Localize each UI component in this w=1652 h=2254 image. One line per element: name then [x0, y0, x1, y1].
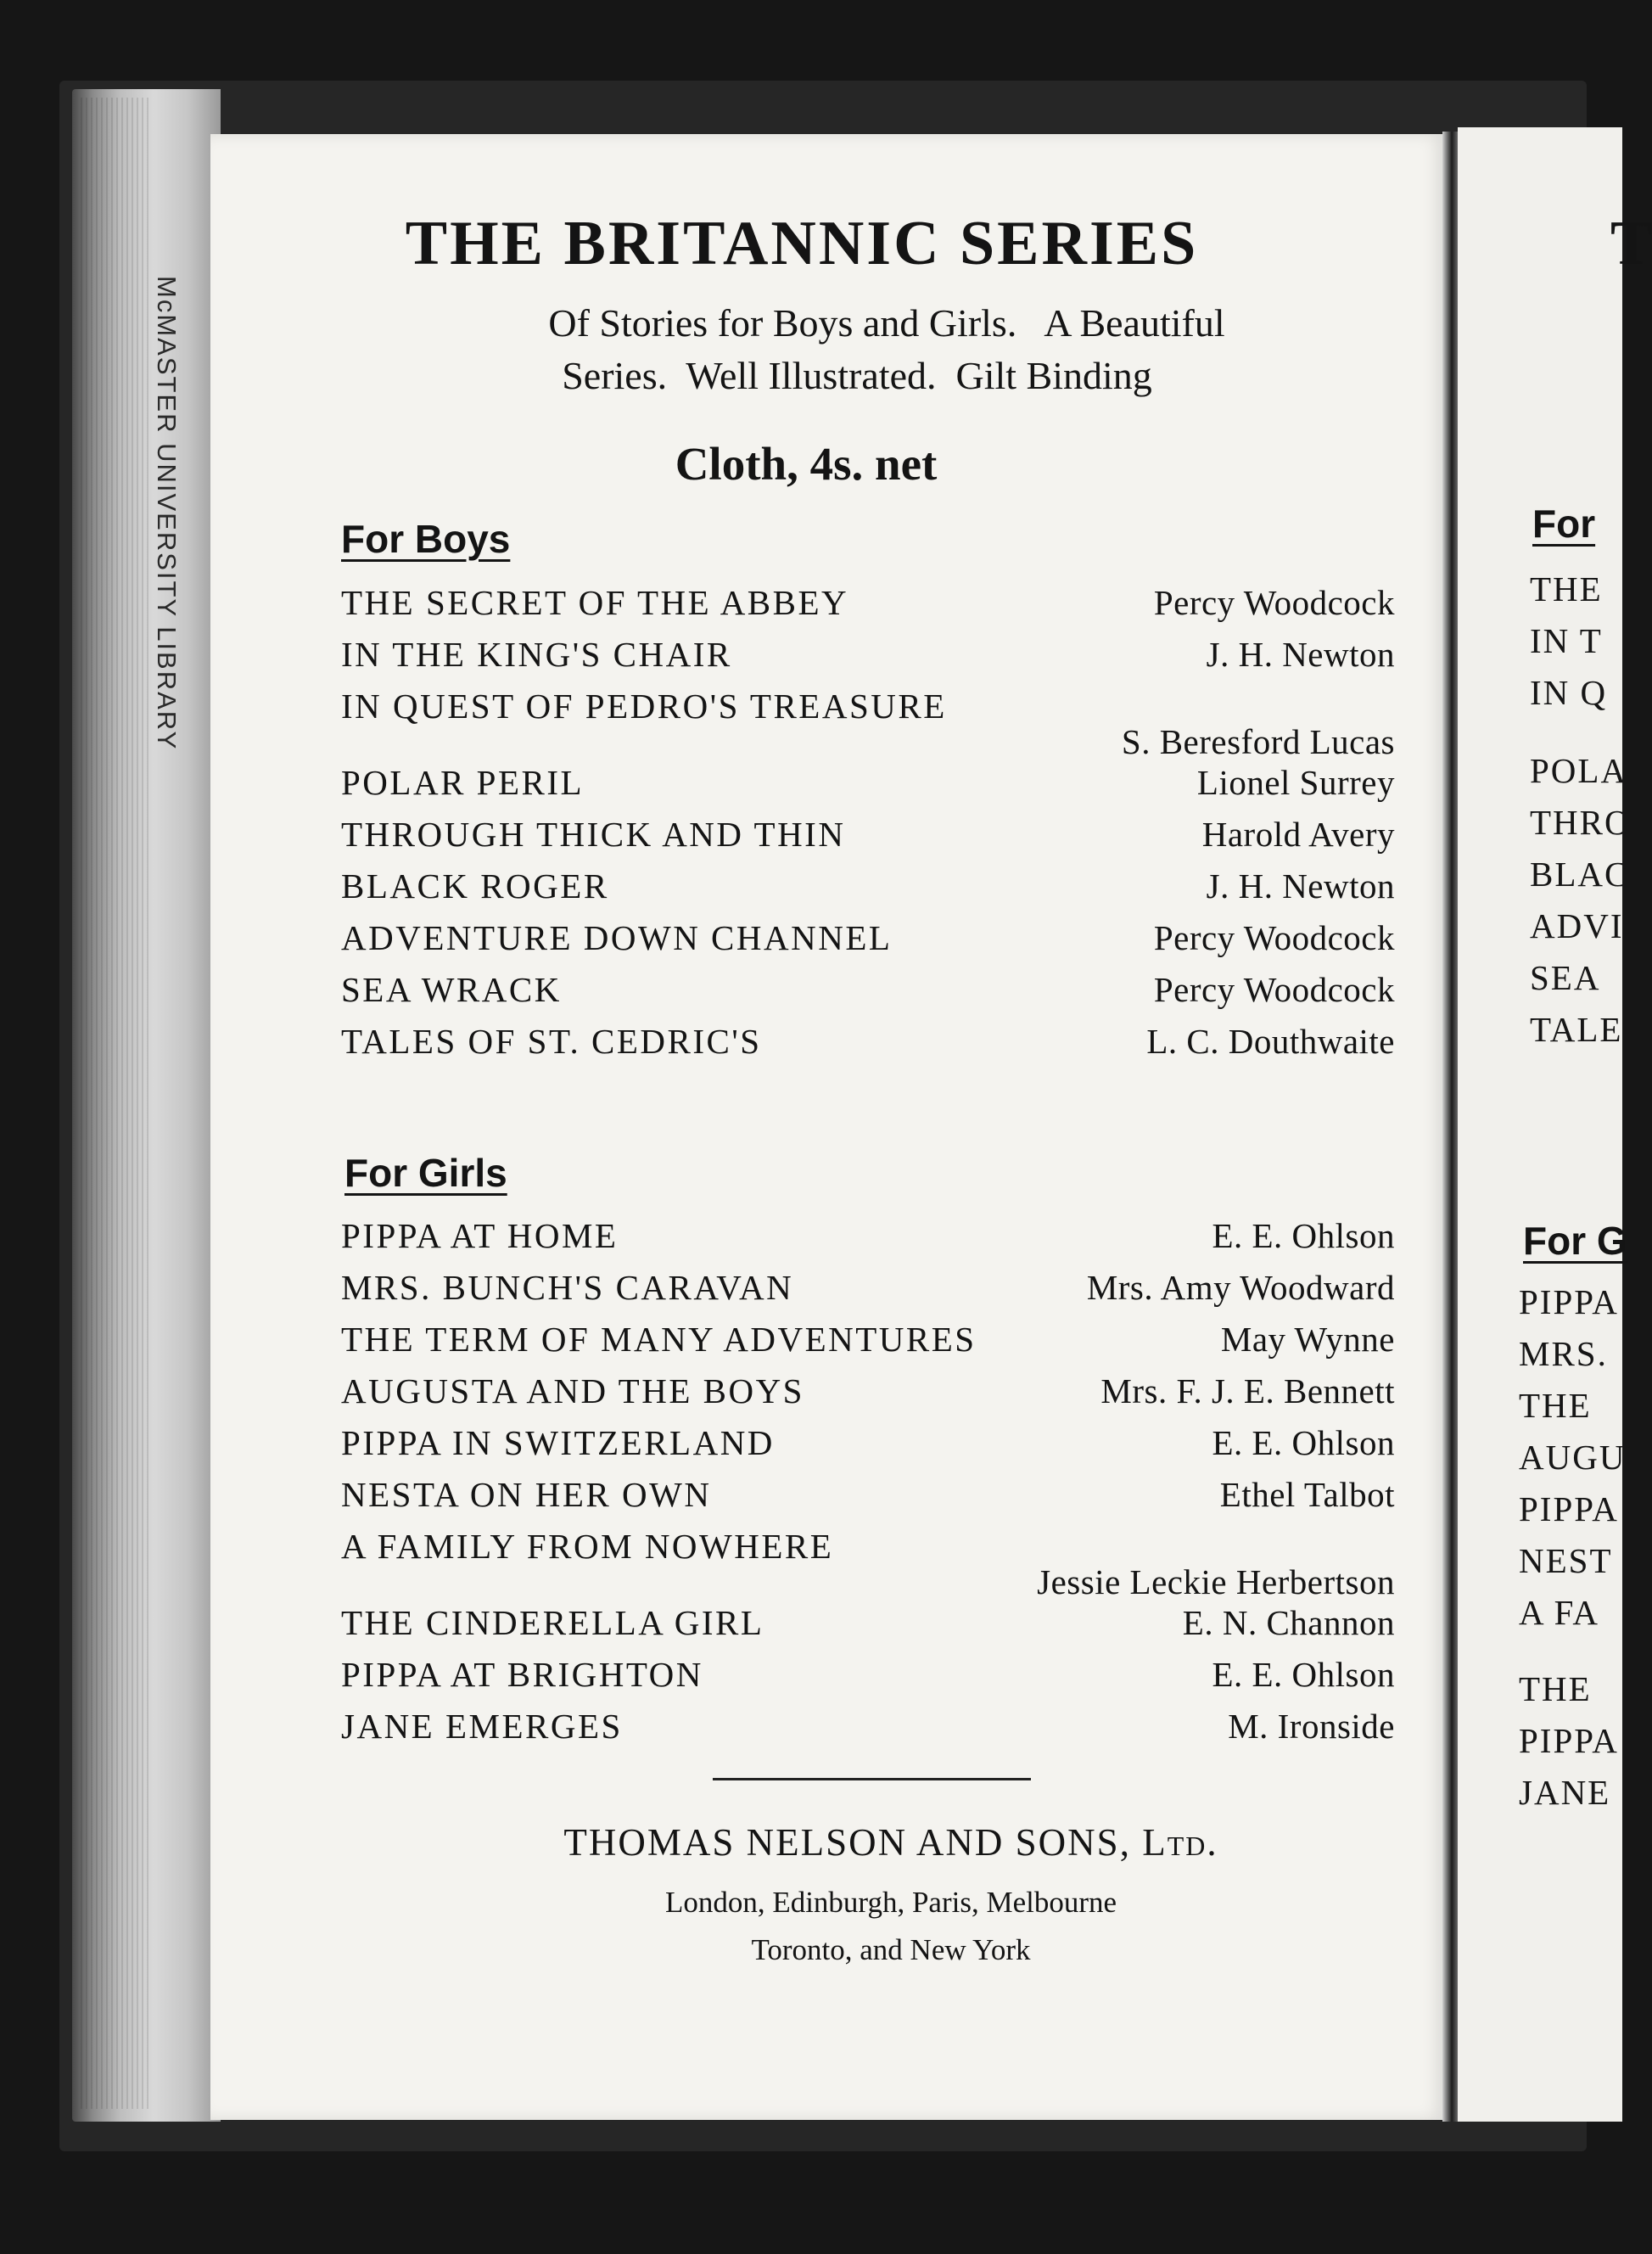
book-entry — [341, 917, 1395, 969]
book-author: E. N. Channon — [1182, 1603, 1395, 1642]
book-author: E. E. Ohlson — [1212, 1216, 1395, 1255]
book-author: S. Beresford Lucas — [1121, 722, 1395, 761]
book-entry — [341, 1215, 1395, 1267]
book-title: NESTA ON HER OWN — [341, 1475, 712, 1514]
publisher-cities-line-2: Toronto, and New York — [751, 1933, 1031, 1966]
book-title: IN THE KING'S CHAIR — [341, 635, 732, 674]
boys-section-heading: For Boys — [341, 517, 511, 561]
book-title: BLACK ROGER — [341, 866, 609, 906]
book-entry — [341, 634, 1395, 686]
right-page-title-fragment: T — [1610, 209, 1652, 278]
right-page-entry-fragment: THRO — [1530, 803, 1632, 842]
girls-section-heading: For Girls — [344, 1151, 507, 1195]
right-boys-heading-fragment: For — [1532, 502, 1596, 546]
book-entry — [341, 762, 1395, 814]
right-page-entry-fragment: PIPPA — [1519, 1489, 1619, 1528]
book-gutter — [1442, 132, 1459, 2122]
page-title: THE BRITANNIC SERIES — [405, 209, 1199, 278]
book-title: A FAMILY FROM NOWHERE — [341, 1527, 834, 1566]
book-entry — [341, 686, 1395, 762]
book-entry — [341, 1021, 1395, 1073]
right-page-entry-fragment: NEST — [1519, 1541, 1613, 1580]
boys-book-list — [341, 582, 1395, 1073]
book-author: J. H. Newton — [1206, 635, 1395, 674]
book-author: Mrs. F. J. E. Bennett — [1100, 1371, 1395, 1410]
book-title: ADVENTURE DOWN CHANNEL — [341, 918, 893, 957]
right-page-entry-fragment: THE — [1530, 569, 1603, 608]
book-author: M. Ironside — [1228, 1707, 1395, 1746]
right-page-entry-fragment: THE — [1519, 1669, 1592, 1708]
girls-book-list — [341, 1215, 1395, 1758]
book-author: Jessie Leckie Herbertson — [1037, 1562, 1395, 1601]
book-author: Lionel Surrey — [1196, 763, 1395, 802]
book-entry — [341, 1422, 1395, 1474]
book-title: JANE EMERGES — [341, 1707, 623, 1746]
subtitle-line-2: Series. Well Illustrated. Gilt Binding — [562, 354, 1152, 397]
book-title: THE CINDERELLA GIRL — [341, 1603, 764, 1642]
right-page-entry-fragment: ADVI — [1530, 906, 1624, 945]
book-title: POLAR PERIL — [341, 763, 585, 802]
book-entry — [341, 866, 1395, 917]
right-page-entry-fragment: PIPPA — [1519, 1721, 1619, 1760]
book-title: MRS. BUNCH'S CARAVAN — [341, 1268, 794, 1307]
right-page-entry-fragment: IN Q — [1530, 673, 1608, 712]
right-page — [1458, 127, 1652, 2122]
right-page-entry-fragment: AUGU — [1519, 1438, 1627, 1477]
book-entry — [341, 1474, 1395, 1526]
right-page-entry-fragment: PIPPA — [1519, 1282, 1619, 1321]
book-entry — [341, 1706, 1395, 1758]
book-entry — [341, 1654, 1395, 1706]
subtitle-line-1: Of Stories for Boys and Girls. A Beautiful — [548, 301, 1225, 345]
price-line: Cloth, 4s. net — [675, 438, 938, 490]
book-entry — [341, 1371, 1395, 1422]
right-page-entry-fragment: JANE — [1519, 1773, 1611, 1812]
publisher-suffix: Ltd. — [1142, 1821, 1218, 1864]
book-author: Percy Woodcock — [1153, 918, 1395, 957]
right-page-entry-fragment: POLA — [1530, 751, 1628, 790]
book-title: SEA WRACK — [341, 970, 562, 1009]
book-title: PIPPA AT HOME — [341, 1216, 619, 1255]
book-entry — [341, 1319, 1395, 1371]
right-page-entry-fragment: THE — [1519, 1386, 1592, 1425]
library-stamp — [149, 153, 183, 874]
book-author: L. C. Douthwaite — [1146, 1022, 1395, 1061]
book-title: PIPPA AT BRIGHTON — [341, 1655, 703, 1694]
book-entry — [341, 582, 1395, 634]
book-title: THE TERM OF MANY ADVENTURES — [341, 1320, 977, 1359]
book-title: TALES OF ST. CEDRIC'S — [341, 1022, 762, 1061]
publisher-cities-line-1: London, Edinburgh, Paris, Melbourne — [664, 1886, 1117, 1919]
book-author: Percy Woodcock — [1153, 583, 1395, 622]
book-title: PIPPA IN SWITZERLAND — [341, 1423, 775, 1462]
book-author: E. E. Ohlson — [1212, 1655, 1395, 1694]
series-description — [390, 297, 1383, 402]
right-girls-heading-fragment: For G — [1523, 1219, 1627, 1263]
divider-rule — [713, 1778, 1031, 1780]
right-page-entry-fragment: TALE — [1530, 1010, 1623, 1049]
right-page-entry-fragment: A FA — [1519, 1593, 1599, 1632]
book-author: Ethel Talbot — [1219, 1475, 1395, 1514]
book-entry — [341, 969, 1395, 1021]
book-author: J. H. Newton — [1206, 866, 1395, 906]
publisher-name — [382, 1820, 1400, 1864]
book-author: Mrs. Amy Woodward — [1086, 1268, 1395, 1307]
book-author: Percy Woodcock — [1153, 970, 1395, 1009]
library-stamp-text: McMASTER UNIVERSITY LIBRARY — [152, 276, 182, 751]
book-author: May Wynne — [1220, 1320, 1395, 1359]
book-entry — [341, 1526, 1395, 1602]
book-title: IN QUEST OF PEDRO'S TREASURE — [341, 687, 947, 726]
right-page-entry-fragment: IN T — [1530, 621, 1603, 660]
book-title: THE SECRET OF THE ABBEY — [341, 583, 849, 622]
right-page-entry-fragment: BLAC — [1530, 855, 1630, 894]
right-page-entry-fragment: MRS. — [1519, 1334, 1608, 1373]
book-title: AUGUSTA AND THE BOYS — [341, 1371, 804, 1410]
right-page-entry-fragment: SEA — [1530, 958, 1601, 997]
book-author: E. E. Ohlson — [1212, 1423, 1395, 1462]
publisher-name-text: THOMAS NELSON AND SONS, — [563, 1821, 1131, 1864]
book-author: Harold Avery — [1201, 815, 1395, 854]
page-edge-lines — [81, 98, 148, 2109]
book-entry — [341, 1602, 1395, 1654]
book-title: THROUGH THICK AND THIN — [341, 815, 846, 854]
book-entry — [341, 1267, 1395, 1319]
book-entry — [341, 814, 1395, 866]
